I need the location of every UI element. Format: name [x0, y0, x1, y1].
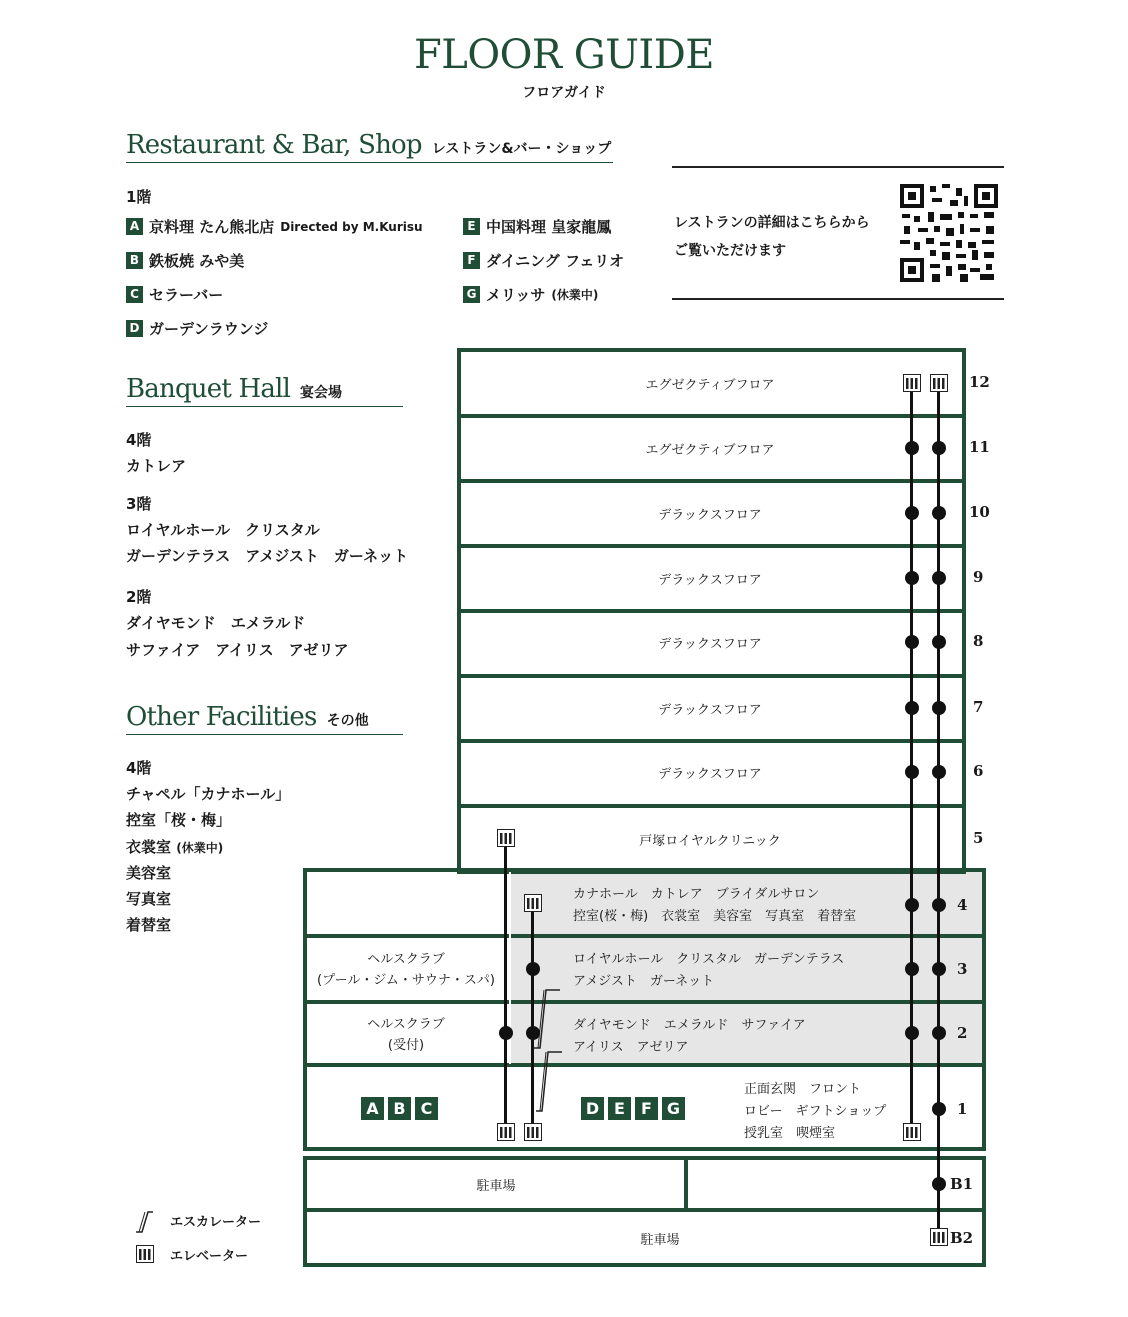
badge-g: G: [463, 286, 480, 303]
elevator-stop-dot: [905, 962, 919, 976]
floor-12-label: エグゼクティブフロア: [645, 378, 775, 393]
elevator-stop-dot: [932, 1026, 946, 1040]
elevator-stop-dot: [905, 506, 919, 520]
restaurant-item-f: [463, 250, 624, 271]
floor-5-label: 戸塚ロイヤルクリニック: [639, 834, 781, 849]
banquet-section-heading: [126, 374, 403, 407]
page-subtitle: フロアガイド: [522, 85, 606, 101]
restaurant-floor-label: 1階: [126, 188, 152, 206]
floor-number: 6: [973, 762, 984, 780]
floor-1-line2: ロビー ギフトショップ: [744, 1104, 887, 1119]
floor-number: B1: [950, 1175, 974, 1193]
floor-number: 9: [973, 568, 984, 586]
other-line: 美容室: [126, 864, 172, 882]
qr-text-line2: ご覧いただけます: [674, 243, 786, 259]
elevator-icon: [524, 1123, 542, 1141]
elevator-stop-dot: [932, 1177, 946, 1191]
other-heading-ja: その他: [326, 713, 369, 729]
elevator-stop-dot: [932, 635, 946, 649]
restaurant-name: ガーデンラウンジ: [149, 320, 269, 338]
floor-3-left1: ヘルスクラブ: [367, 952, 445, 967]
elevator-stop-dot: [905, 1026, 919, 1040]
banquet-line: ロイヤルホール クリスタル: [126, 521, 320, 539]
floor-2-left1: ヘルスクラブ: [367, 1017, 445, 1032]
banquet-line: ダイヤモンド エメラルド: [126, 614, 306, 632]
badge-c: C: [126, 286, 143, 303]
restaurant-item-d: [126, 318, 268, 339]
banquet-line: 2階: [126, 588, 152, 606]
banquet-line: 4階: [126, 431, 152, 449]
floor-number: 2: [957, 1024, 968, 1042]
floor-9-label: デラックスフロア: [658, 573, 762, 588]
other-line: 写真室: [126, 890, 172, 908]
restaurant-item-c: [126, 284, 223, 305]
elevator-stop-dot: [526, 962, 540, 976]
elevator-stop-dot: [932, 962, 946, 976]
escalator-icon: [134, 1208, 154, 1234]
elevator-icon: [930, 374, 948, 392]
banquet-line: 3階: [126, 495, 152, 513]
floor-4[interactable]: [303, 868, 986, 938]
floor-11-label: エグゼクティブフロア: [645, 443, 775, 458]
badge-f: F: [463, 252, 480, 269]
other-section-heading: [126, 702, 403, 735]
floor-7-label: デラックスフロア: [658, 703, 762, 718]
other-line: 衣裳室: [126, 838, 172, 856]
restaurant-note: (休業中): [551, 288, 599, 302]
badge-b: B: [126, 252, 143, 269]
elevator-stop-dot: [932, 441, 946, 455]
other-line: チャペル「カナホール」: [126, 785, 291, 803]
elevator-stop-dot: [905, 765, 919, 779]
badge-e[interactable]: E: [608, 1097, 631, 1120]
floor-2-line2: アイリス アゼリア: [573, 1040, 689, 1055]
other-note: (休業中): [176, 841, 224, 855]
floor-10-label: デラックスフロア: [658, 508, 762, 523]
badge-d[interactable]: D: [581, 1097, 604, 1120]
qr-text-line1: レストランの詳細はこちらから: [674, 215, 870, 231]
legend-escalator-label: エスカレーター: [170, 1215, 262, 1230]
badge-a[interactable]: A: [361, 1097, 384, 1120]
floor-4-line2: 控室(桜・梅) 衣裳室 美容室 写真室 着替室: [573, 909, 857, 924]
elevator-stop-dot: [905, 635, 919, 649]
floor-1-badges-left: [361, 1097, 442, 1120]
restaurant-item-a: [126, 216, 423, 237]
other-line: 着替室: [126, 916, 172, 934]
floor-number: 7: [973, 698, 984, 716]
floor-3-line1: ロイヤルホール クリスタル ガーデンテラス: [573, 952, 845, 967]
elevator-stop-dot: [932, 571, 946, 585]
restaurant-name: 鉄板焼 みや美: [149, 252, 245, 270]
elevator-shaft-c: [504, 842, 507, 1134]
banquet-line: カトレア: [126, 457, 187, 475]
elevator-stop-dot: [905, 898, 919, 912]
other-line: 控室「桜・梅」: [126, 811, 232, 829]
floor-1-badges-right: [581, 1097, 689, 1120]
badge-a: A: [126, 218, 143, 235]
elevator-stop-dot: [905, 701, 919, 715]
elevator-stop-dot: [905, 441, 919, 455]
restaurant-name: 中国料理 皇家龍鳳: [486, 218, 612, 236]
floor-b1-label: 駐車場: [476, 1179, 516, 1194]
restaurant-name: ダイニング フェリオ: [486, 252, 625, 270]
restaurant-name: メリッサ: [486, 286, 546, 304]
floor-1-line3: 授乳室 喫煙室: [744, 1126, 836, 1141]
floor-6-label: デラックスフロア: [658, 767, 762, 782]
page-title: FLOOR GUIDE: [414, 32, 714, 78]
banquet-heading-en: Banquet Hall: [126, 374, 291, 404]
banquet-line: ガーデンテラス アメジスト ガーネット: [126, 547, 409, 565]
restaurant-name: セラーバー: [149, 286, 224, 304]
other-line-costume: [126, 836, 223, 857]
badge-f[interactable]: F: [635, 1097, 658, 1120]
banquet-heading-ja: 宴会場: [300, 385, 343, 401]
badge-d: D: [126, 320, 143, 337]
elevator-stop-dot: [932, 701, 946, 715]
restaurant-section-heading: [126, 130, 613, 163]
floor-number: 4: [957, 896, 968, 914]
elevator-icon: [136, 1245, 154, 1263]
floor-3-line2: アメジスト ガーネット: [573, 974, 715, 989]
qr-bottom-rule: [672, 298, 1004, 300]
floor-2-line1: ダイヤモンド エメラルド サファイア: [573, 1018, 806, 1033]
badge-g[interactable]: G: [662, 1097, 685, 1120]
badge-b[interactable]: B: [388, 1097, 411, 1120]
floor-b2-label: 駐車場: [640, 1233, 680, 1248]
floor-number: 8: [973, 632, 984, 650]
badge-c[interactable]: C: [415, 1097, 438, 1120]
floor-8-label: デラックスフロア: [658, 637, 762, 652]
restaurant-item-e: [463, 216, 611, 237]
elevator-stop-dot: [526, 1026, 540, 1040]
restaurant-extra: Directed by M.Kurisu: [280, 219, 423, 234]
banquet-line: サファイア アイリス アゼリア: [126, 641, 349, 659]
qr-top-rule: [672, 166, 1004, 168]
elevator-stop-dot: [905, 571, 919, 585]
floor-number: 1: [957, 1100, 968, 1118]
floor-number: 12: [969, 373, 990, 391]
restaurant-item-g: [463, 284, 598, 305]
elevator-stop-dot: [932, 898, 946, 912]
floor-4-line1: カナホール カトレア ブライダルサロン: [573, 887, 820, 902]
floor-number: B2: [950, 1229, 974, 1247]
elevator-icon: [903, 374, 921, 392]
floor-number: 11: [969, 438, 990, 456]
elevator-shaft-a: [910, 378, 913, 1134]
restaurant-item-b: [126, 250, 244, 271]
restaurant-heading-ja: レストラン&バー・ショップ: [431, 141, 612, 157]
restaurant-heading-en: Restaurant & Bar, Shop: [126, 130, 422, 160]
escalator-icon: [526, 986, 566, 1116]
restaurant-name: 京料理 たん熊北店: [149, 218, 275, 236]
other-heading-en: Other Facilities: [126, 702, 317, 732]
floor-number: 10: [969, 503, 990, 521]
elevator-icon: [497, 1123, 515, 1141]
legend-elevator-label: エレベーター: [170, 1249, 249, 1264]
floor-1-line1: 正面玄関 フロント: [744, 1082, 862, 1097]
elevator-stop-dot: [932, 1102, 946, 1116]
floor-number: 3: [957, 960, 968, 978]
badge-e: E: [463, 218, 480, 235]
floor-3-left2: (プール・ジム・サウナ・スパ): [317, 973, 495, 988]
elevator-icon: [497, 829, 515, 847]
elevator-icon: [524, 894, 542, 912]
floor-number: 5: [973, 829, 984, 847]
elevator-icon: [903, 1123, 921, 1141]
qr-code-icon[interactable]: [900, 184, 998, 282]
other-line: 4階: [126, 759, 152, 777]
floor-2-left2: (受付): [387, 1038, 425, 1053]
elevator-stop-dot: [932, 506, 946, 520]
elevator-stop-dot: [932, 765, 946, 779]
